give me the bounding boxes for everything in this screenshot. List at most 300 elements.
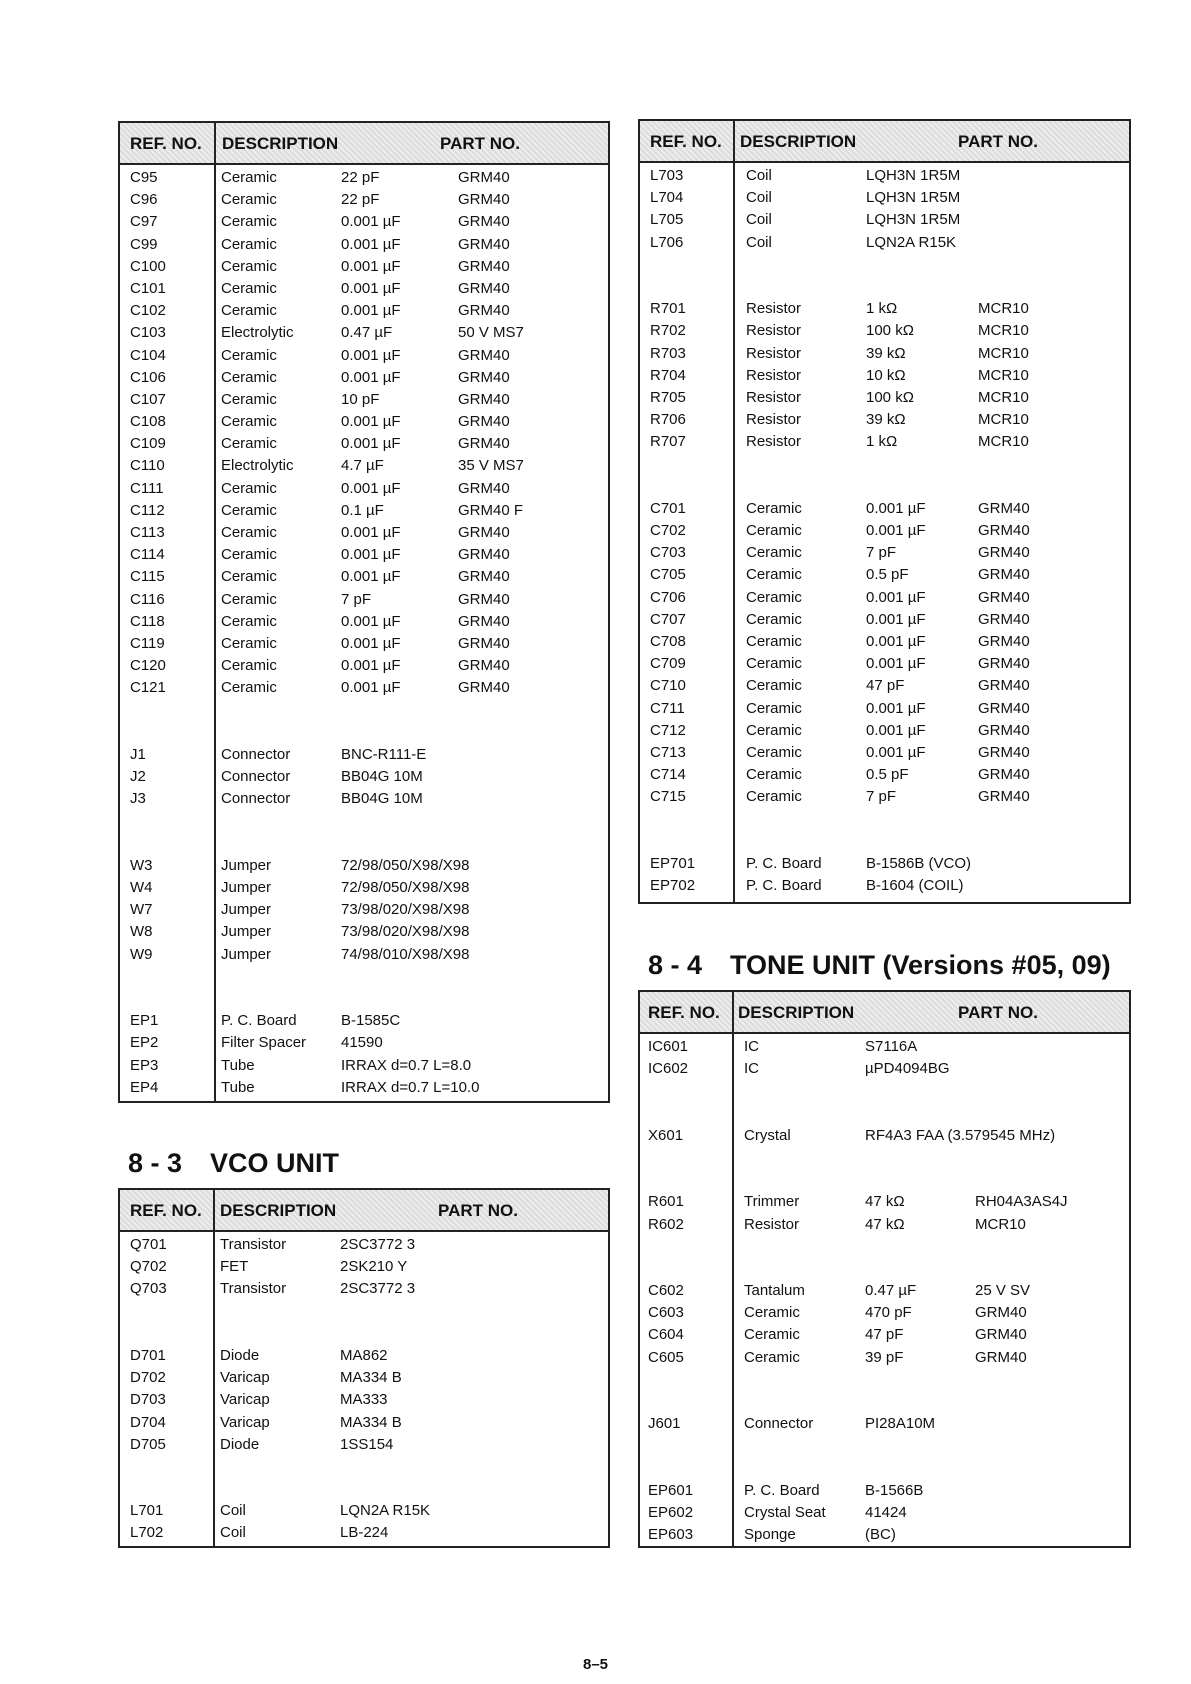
cell-ref: L706 xyxy=(650,233,684,251)
cell-desc: Diode xyxy=(220,1435,260,1453)
cell-val: B-1585C xyxy=(341,1012,401,1030)
cell-desc: Ceramic xyxy=(221,634,277,652)
cell-ref: C103 xyxy=(130,324,166,342)
cell-ref: Q701 xyxy=(130,1236,167,1253)
table-row xyxy=(120,411,608,433)
cell-val: 74/98/010/X98/X98 xyxy=(341,945,470,963)
table-row xyxy=(640,320,1129,342)
table-row xyxy=(640,1125,1129,1147)
cell-part: MCR10 xyxy=(978,411,1029,429)
cell-desc: Resistor xyxy=(746,366,802,384)
header-ref: REF. NO. xyxy=(648,1003,720,1022)
table-row xyxy=(120,655,608,677)
cell-desc: Coil xyxy=(746,189,772,207)
table-row xyxy=(640,1214,1129,1236)
table-row xyxy=(120,966,608,988)
cell-part: GRM40 xyxy=(458,634,510,652)
cell-desc: Ceramic xyxy=(221,479,277,497)
cell-desc: Transistor xyxy=(220,1280,287,1298)
section-number: 8 - 4 xyxy=(648,950,703,980)
parts-table-tone xyxy=(638,990,1131,1548)
cell-part: GRM40 xyxy=(978,655,1030,673)
cell-desc: Ceramic xyxy=(221,657,277,675)
cell-part: GRM40 xyxy=(978,566,1030,584)
cell-val: 7 pF xyxy=(341,590,372,608)
cell-ref: L703 xyxy=(650,167,684,184)
cell-val: 0.001 µF xyxy=(866,610,926,628)
cell-desc: Ceramic xyxy=(746,632,802,650)
table-row xyxy=(120,722,608,744)
table-row xyxy=(640,187,1129,209)
cell-val: RF4A3 FAA (3.579545 MHz) xyxy=(865,1126,1056,1144)
cell-ref: C99 xyxy=(130,235,158,253)
cell-val: 0.001 µF xyxy=(341,413,401,431)
table-row xyxy=(640,365,1129,387)
cell-part: MCR10 xyxy=(978,366,1029,384)
cell-val: S7116A xyxy=(865,1038,918,1055)
table-row xyxy=(120,677,608,699)
cell-val: MA862 xyxy=(340,1346,388,1364)
cell-val: IRRAX d=0.7 L=8.0 xyxy=(341,1056,472,1074)
cell-ref: C102 xyxy=(130,302,166,320)
cell-ref: EP603 xyxy=(648,1526,694,1544)
table-row xyxy=(640,1147,1129,1169)
table-row xyxy=(120,433,608,455)
cell-desc: Electrolytic xyxy=(221,324,294,342)
cell-desc: Resistor xyxy=(746,300,802,318)
cell-desc: Tantalum xyxy=(744,1282,805,1300)
cell-ref: C108 xyxy=(130,413,166,431)
cell-val: 0.001 µF xyxy=(341,634,401,652)
cell-part: GRM40 xyxy=(458,302,510,320)
cell-ref: C112 xyxy=(130,501,165,519)
cell-val: LQH3N 1R5M xyxy=(866,189,961,207)
table-row xyxy=(640,675,1129,697)
cell-desc: Connector xyxy=(744,1415,814,1433)
cell-part: GRM40 F xyxy=(458,501,524,519)
cell-val: 10 kΩ xyxy=(866,366,906,384)
table-row xyxy=(640,875,1129,897)
cell-val: 0.001 µF xyxy=(341,568,401,586)
cell-part: GRM40 xyxy=(458,546,510,564)
table-row xyxy=(640,1524,1129,1546)
cell-ref: C113 xyxy=(130,524,165,541)
cell-desc: Ceramic xyxy=(221,191,277,209)
cell-ref: EP601 xyxy=(648,1481,694,1499)
table-row xyxy=(640,1258,1129,1280)
table-row xyxy=(120,921,608,943)
cell-ref: D701 xyxy=(130,1346,166,1364)
cell-val: B-1586B (VCO) xyxy=(866,854,972,872)
cell-desc: Ceramic xyxy=(221,213,277,231)
cell-ref: EP701 xyxy=(650,854,696,872)
table-row xyxy=(640,1058,1129,1080)
cell-part: GRM40 xyxy=(978,766,1030,784)
cell-desc: Ceramic xyxy=(746,766,802,784)
cell-val: LQN2A R15K xyxy=(340,1502,431,1520)
cell-val: MA333 xyxy=(340,1391,388,1409)
cell-ref: C95 xyxy=(130,169,158,186)
cell-part: GRM40 xyxy=(458,657,510,675)
cell-part: GRM40 xyxy=(978,499,1030,517)
cell-desc: Sponge xyxy=(744,1526,796,1544)
cell-desc: Ceramic xyxy=(744,1348,800,1366)
parts-table-vco xyxy=(118,1188,610,1548)
cell-part: GRM40 xyxy=(978,544,1030,562)
table-row xyxy=(640,431,1129,453)
table-row xyxy=(120,611,608,633)
cell-desc: P. C. Board xyxy=(746,877,822,894)
cell-ref: C110 xyxy=(130,457,165,475)
header-description: DESCRIPTION xyxy=(738,1003,855,1022)
cell-ref: X601 xyxy=(648,1126,684,1144)
table-row xyxy=(120,367,608,389)
cell-desc: Varicap xyxy=(220,1413,270,1431)
cell-part: GRM40 xyxy=(458,568,510,586)
cell-ref: C119 xyxy=(130,634,165,652)
table-row xyxy=(640,1458,1129,1480)
cell-part: GRM40 xyxy=(458,368,510,386)
cell-desc: Ceramic xyxy=(221,524,277,541)
cell-ref: J3 xyxy=(130,790,146,808)
cell-val: 470 pF xyxy=(865,1304,912,1322)
table-row xyxy=(120,633,608,655)
cell-desc: Jumper xyxy=(221,945,272,963)
table-row xyxy=(120,833,608,855)
cell-desc: Resistor xyxy=(746,411,802,429)
cell-desc: Diode xyxy=(220,1346,260,1364)
cell-desc: FET xyxy=(220,1258,249,1276)
cell-desc: Coil xyxy=(746,211,772,229)
table-row xyxy=(120,1412,608,1434)
cell-val: 2SC3772 3 xyxy=(340,1236,416,1253)
cell-ref: R602 xyxy=(648,1215,684,1233)
header-ref: REF. NO. xyxy=(130,134,202,153)
cell-desc: Ceramic xyxy=(746,544,802,562)
cell-desc: Ceramic xyxy=(221,546,277,564)
table-row xyxy=(640,653,1129,675)
cell-ref: C100 xyxy=(130,257,166,275)
table-row xyxy=(120,256,608,278)
cell-ref: C106 xyxy=(130,368,166,386)
cell-ref: C602 xyxy=(648,1282,684,1300)
table-row xyxy=(120,1301,608,1323)
cell-val: BB04G 10M xyxy=(341,790,423,808)
table-row xyxy=(120,1055,608,1077)
cell-val: 7 pF xyxy=(866,788,897,806)
cell-ref: C121 xyxy=(130,679,166,697)
cell-part: MCR10 xyxy=(975,1215,1026,1233)
cell-val: 39 kΩ xyxy=(866,411,906,429)
table-row xyxy=(120,810,608,832)
cell-part: RH04A3AS4J xyxy=(975,1193,1068,1211)
cell-desc: Ceramic xyxy=(744,1326,800,1344)
cell-desc: Electrolytic xyxy=(221,457,294,475)
cell-ref: C703 xyxy=(650,544,686,562)
cell-part: GRM40 xyxy=(458,590,510,608)
cell-part: GRM40 xyxy=(978,588,1030,606)
cell-ref: C604 xyxy=(648,1326,684,1344)
table-row xyxy=(640,698,1129,720)
cell-desc: Jumper xyxy=(221,923,272,941)
cell-val: MA334 B xyxy=(340,1413,402,1431)
cell-ref: J601 xyxy=(648,1415,681,1433)
header-part-no: PART NO. xyxy=(958,132,1038,151)
cell-part: MCR10 xyxy=(978,344,1029,362)
table-row xyxy=(640,564,1129,586)
table-row xyxy=(640,498,1129,520)
cell-desc: IC xyxy=(744,1038,759,1055)
cell-val: BB04G 10M xyxy=(341,768,423,786)
table-row xyxy=(640,1169,1129,1191)
cell-ref: C109 xyxy=(130,435,166,453)
cell-desc: Resistor xyxy=(746,433,802,451)
cell-desc: Ceramic xyxy=(221,679,277,697)
table-row xyxy=(120,855,608,877)
table-row xyxy=(640,453,1129,475)
table-row xyxy=(120,1345,608,1367)
table-row xyxy=(120,1077,608,1099)
table-row xyxy=(120,544,608,566)
cell-part: GRM40 xyxy=(978,721,1030,739)
cell-ref: C115 xyxy=(130,568,165,586)
cell-part: GRM40 xyxy=(458,346,510,364)
cell-val: 0.001 µF xyxy=(866,743,926,761)
cell-desc: Ceramic xyxy=(221,279,277,297)
cell-ref: C713 xyxy=(650,743,686,761)
table-row xyxy=(120,1522,608,1544)
cell-ref: L701 xyxy=(130,1502,164,1520)
cell-val: BNC-R111-E xyxy=(341,745,427,763)
table-row xyxy=(640,476,1129,498)
table-row xyxy=(120,944,608,966)
cell-ref: EP4 xyxy=(130,1078,159,1096)
table-row xyxy=(640,1369,1129,1391)
cell-val: PI28A10M xyxy=(865,1415,936,1433)
cell-ref: L705 xyxy=(650,211,684,229)
cell-desc: Ceramic xyxy=(221,413,277,431)
cell-desc: Resistor xyxy=(744,1215,800,1233)
cell-ref: C104 xyxy=(130,346,166,364)
cell-part: MCR10 xyxy=(978,322,1029,340)
cell-desc: Jumper xyxy=(221,901,272,919)
table-row xyxy=(120,478,608,500)
cell-desc: Ceramic xyxy=(221,390,277,408)
section-number: 8 - 3 xyxy=(128,1148,183,1178)
cell-desc: Coil xyxy=(746,233,772,251)
cell-val: 0.001 µF xyxy=(341,435,401,453)
cell-val: 39 pF xyxy=(865,1348,904,1366)
cell-desc: Ceramic xyxy=(746,655,802,673)
cell-val: 0.1 µF xyxy=(341,501,384,519)
cell-desc: Ceramic xyxy=(746,499,802,517)
cell-desc: IC xyxy=(744,1060,759,1078)
table-row xyxy=(120,345,608,367)
cell-part: GRM40 xyxy=(458,191,510,209)
table-row xyxy=(120,1478,608,1500)
cell-desc: Ceramic xyxy=(746,788,802,806)
cell-part: GRM40 xyxy=(978,522,1030,539)
table-row xyxy=(120,1500,608,1522)
table-row xyxy=(120,1389,608,1411)
table-row xyxy=(640,409,1129,431)
table-row xyxy=(120,322,608,344)
section-title-tone xyxy=(648,950,1111,981)
table-row xyxy=(640,276,1129,298)
cell-desc: Ceramic xyxy=(744,1304,800,1322)
table-row xyxy=(120,189,608,211)
cell-desc: Varicap xyxy=(220,1391,270,1409)
cell-val: 47 kΩ xyxy=(865,1215,905,1233)
cell-part: GRM40 xyxy=(978,610,1030,628)
cell-desc: Ceramic xyxy=(746,721,802,739)
cell-desc: Ceramic xyxy=(221,257,277,275)
cell-ref: D705 xyxy=(130,1435,166,1453)
cell-part: GRM40 xyxy=(975,1326,1027,1344)
cell-ref: C712 xyxy=(650,721,686,739)
table-row xyxy=(640,1302,1129,1324)
cell-val: B-1604 (COIL) xyxy=(866,877,964,894)
cell-val: 0.001 µF xyxy=(866,588,926,606)
table-row xyxy=(640,742,1129,764)
cell-desc: Ceramic xyxy=(746,522,802,539)
cell-ref: IC602 xyxy=(648,1060,689,1078)
cell-val: 0.001 µF xyxy=(341,279,401,297)
table-row xyxy=(120,500,608,522)
table-row xyxy=(640,520,1129,542)
cell-ref: D703 xyxy=(130,1391,166,1409)
cell-ref: EP602 xyxy=(648,1503,694,1521)
table-row xyxy=(120,300,608,322)
cell-ref: C120 xyxy=(130,657,166,675)
cell-part: 35 V MS7 xyxy=(458,457,524,475)
table-row xyxy=(640,1391,1129,1413)
cell-val: (BC) xyxy=(865,1526,896,1544)
cell-ref: EP3 xyxy=(130,1056,159,1074)
table-row xyxy=(640,853,1129,875)
table-row xyxy=(120,167,608,189)
cell-val: 0.47 µF xyxy=(865,1282,917,1300)
table-row xyxy=(120,1278,608,1300)
cell-desc: Coil xyxy=(220,1524,246,1542)
cell-part: MCR10 xyxy=(978,388,1029,406)
table-row xyxy=(640,232,1129,254)
cell-val: 0.001 µF xyxy=(866,632,926,650)
table-row xyxy=(640,609,1129,631)
cell-desc: Ceramic xyxy=(746,566,802,584)
cell-part: GRM40 xyxy=(978,632,1030,650)
header-part-no: PART NO. xyxy=(440,134,520,153)
table-row xyxy=(120,1032,608,1054)
cell-ref: C114 xyxy=(130,546,165,564)
cell-val: 41424 xyxy=(865,1503,907,1521)
cell-ref: D704 xyxy=(130,1413,166,1431)
cell-val: 0.001 µF xyxy=(866,655,926,673)
cell-ref: D702 xyxy=(130,1369,166,1387)
cell-desc: Ceramic xyxy=(221,302,277,320)
cell-part: 25 V SV xyxy=(975,1282,1031,1300)
cell-ref: C705 xyxy=(650,566,686,584)
cell-ref: R705 xyxy=(650,388,686,406)
cell-ref: W3 xyxy=(130,856,153,874)
cell-val: LQN2A R15K xyxy=(866,233,957,251)
table-row xyxy=(640,1502,1129,1524)
cell-ref: W7 xyxy=(130,901,153,919)
table-row xyxy=(120,1367,608,1389)
table-row xyxy=(640,1036,1129,1058)
table-row xyxy=(120,744,608,766)
cell-val: 0.001 µF xyxy=(341,546,401,564)
table-row xyxy=(120,522,608,544)
cell-val: 47 pF xyxy=(866,677,905,695)
cell-ref: C706 xyxy=(650,588,686,606)
cell-desc: Coil xyxy=(220,1502,246,1520)
cell-val: 1 kΩ xyxy=(866,300,898,318)
cell-part: GRM40 xyxy=(458,479,510,497)
cell-desc: Jumper xyxy=(221,879,272,896)
section-title-vco xyxy=(128,1148,339,1179)
table-row xyxy=(640,165,1129,187)
cell-ref: L704 xyxy=(650,189,684,207)
table-row xyxy=(640,720,1129,742)
table-row xyxy=(120,899,608,921)
cell-part: GRM40 xyxy=(975,1304,1027,1322)
cell-val: 0.001 µF xyxy=(341,612,401,630)
cell-ref: J2 xyxy=(130,768,146,786)
cell-ref: C707 xyxy=(650,610,686,628)
cell-ref: C96 xyxy=(130,191,158,209)
section-name: VCO UNIT xyxy=(210,1148,340,1178)
cell-ref: R701 xyxy=(650,300,686,318)
cell-val: 0.001 µF xyxy=(866,699,926,717)
cell-val: 22 pF xyxy=(341,191,380,209)
cell-desc: Coil xyxy=(746,167,772,184)
table-row xyxy=(120,877,608,899)
cell-val: 73/98/020/X98/X98 xyxy=(341,923,470,941)
cell-desc: Trimmer xyxy=(744,1193,800,1211)
table-row xyxy=(120,788,608,810)
cell-val: LQH3N 1R5M xyxy=(866,167,961,184)
cell-part: MCR10 xyxy=(978,300,1029,318)
cell-val: 39 kΩ xyxy=(866,344,906,362)
cell-part: GRM40 xyxy=(978,699,1030,717)
header-description: DESCRIPTION xyxy=(220,1201,337,1220)
cell-desc: Tube xyxy=(221,1056,255,1074)
table-row xyxy=(120,766,608,788)
cell-desc: Ceramic xyxy=(746,588,802,606)
cell-ref: Q703 xyxy=(130,1280,167,1298)
cell-ref: R704 xyxy=(650,366,686,384)
cell-desc: Resistor xyxy=(746,388,802,406)
cell-ref: C605 xyxy=(648,1348,684,1366)
table-row xyxy=(120,278,608,300)
cell-ref: L702 xyxy=(130,1524,164,1542)
cell-part: GRM40 xyxy=(978,788,1030,806)
table-row xyxy=(120,389,608,411)
cell-desc: Connector xyxy=(221,768,291,786)
table-row xyxy=(640,1236,1129,1258)
table-row xyxy=(120,1456,608,1478)
cell-part: GRM40 xyxy=(458,235,510,253)
cell-desc: Ceramic xyxy=(746,677,802,695)
cell-desc: Ceramic xyxy=(221,368,277,386)
table-header xyxy=(120,123,608,165)
cell-val: B-1566B xyxy=(865,1481,924,1499)
cell-val: 0.47 µF xyxy=(341,324,393,342)
cell-ref: R702 xyxy=(650,322,686,340)
table-row xyxy=(120,589,608,611)
cell-part: GRM40 xyxy=(458,679,510,697)
